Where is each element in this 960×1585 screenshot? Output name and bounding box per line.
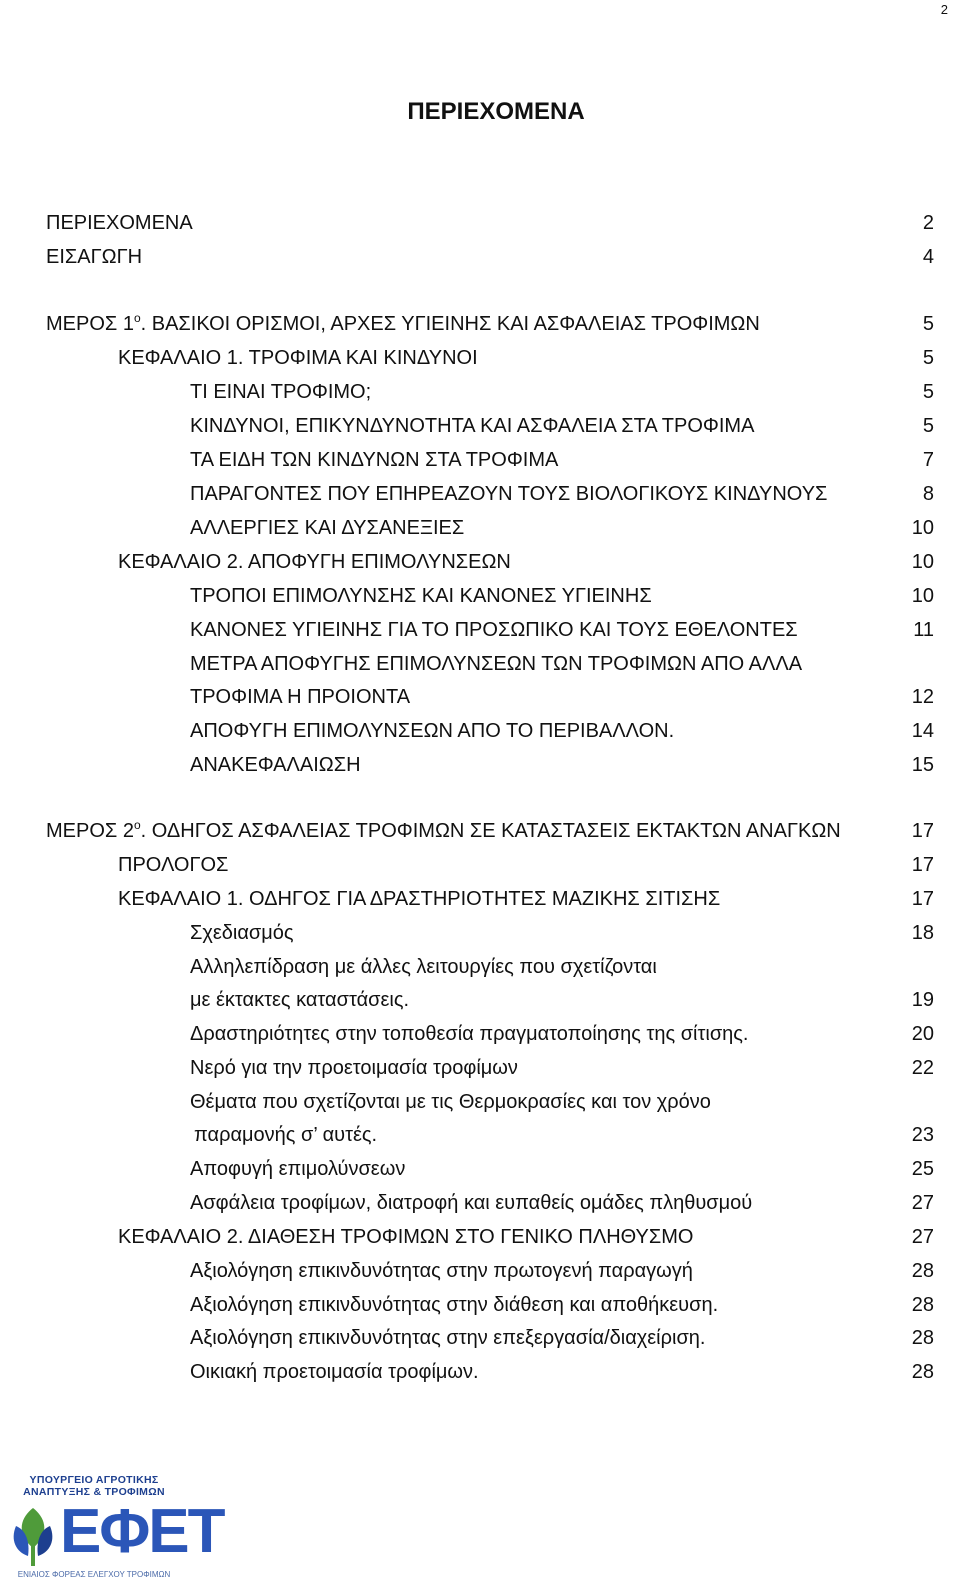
toc-entry-page: 17 (911, 854, 934, 876)
page-number: 2 (940, 2, 948, 17)
toc-entry (190, 1256, 934, 1286)
toc-entry-page: 10 (911, 517, 934, 539)
toc-entry-page: 23 (911, 1124, 934, 1146)
toc-entry-title: ΠΕΡΙΕΧΟΜΕΝΑ (46, 212, 193, 234)
toc-entry-chapter (118, 850, 934, 880)
toc-entry-page: 28 (911, 1327, 934, 1349)
toc-entry-title: ΚΕΦΑΛΑΙΟ 2. ΑΠΟΦΥΓΗ ΕΠΙΜΟΛΥΝΣΕΩΝ (118, 551, 511, 573)
toc-entry (190, 750, 934, 780)
toc-entry-title: ΠΑΡΑΓΟΝΤΕΣ ΠΟΥ ΕΠΗΡΕΑΖΟΥΝ ΤΟΥΣ ΒΙΟΛΟΓΙΚΟΥΣ ΚΙΝΔΥΝΟΥΣ (190, 483, 828, 505)
toc-entry (190, 682, 934, 712)
toc-entry (190, 513, 934, 543)
toc-entry (190, 615, 934, 645)
toc-entry-title: Δραστηριότητες στην τοποθεσία πραγματοποίησης της σίτισης. (190, 1023, 749, 1045)
toc-entry (190, 952, 934, 982)
toc-entry-title (46, 313, 760, 335)
toc-entry-title (46, 820, 841, 842)
toc-entry (190, 411, 934, 441)
toc-entry-page: 28 (911, 1294, 934, 1316)
toc-entry (190, 1357, 934, 1387)
toc-entry-title: ΤΡΟΠΟΙ ΕΠΙΜΟΛΥΝΣΗΣ ΚΑΙ ΚΑΝΟΝΕΣ ΥΓΙΕΙΝΗΣ (190, 585, 652, 607)
toc-entry-page: 28 (911, 1260, 934, 1282)
toc-entry-title: Ασφάλεια τροφίμων, διατροφή και ευπαθείς ομάδες πληθυσμού (190, 1192, 753, 1214)
toc-entry-page: 25 (911, 1158, 934, 1180)
logo-ministry-line2: ΑΝΑΠΤΥΞΗΣ & ΤΡΟΦΙΜΩΝ (23, 1486, 165, 1498)
toc-entry-title: ΚΙΝΔΥΝΟΙ, ΕΠΙΚΥΝΔΥΝΟΤΗΤΑ ΚΑΙ ΑΣΦΑΛΕΙΑ ΣΤΑ ΤΡΟΦΙΜΑ (190, 415, 755, 437)
toc-entry-page: 27 (911, 1192, 934, 1214)
toc-entry-title: ΑΛΛΕΡΓΙΕΣ ΚΑΙ ΔΥΣΑΝΕΞΙΕΣ (190, 517, 465, 539)
toc-entry (190, 1053, 934, 1083)
toc-entry-title: ΑΠΟΦΥΓΗ ΕΠΙΜΟΛΥΝΣΕΩΝ ΑΠΟ ΤΟ ΠΕΡΙΒΑΛΛΟΝ. (190, 720, 675, 742)
toc-entry-title: ΚΑΝΟΝΕΣ ΥΓΙΕΙΝΗΣ ΓΙΑ ΤΟ ΠΡΟΣΩΠΙΚΟ ΚΑΙ ΤΟΥΣ ΕΘΕΛΟΝΤΕΣ (190, 619, 798, 641)
toc-entry (194, 1120, 934, 1150)
toc-entry-chapter (118, 547, 934, 577)
toc-entry-title: ΚΕΦΑΛΑΙΟ 1. ΤΡΟΦΙΜΑ ΚΑΙ ΚΙΝΔΥΝΟΙ (118, 347, 478, 369)
toc-entry (190, 1290, 934, 1320)
toc-entry-title: ΚΕΦΑΛΑΙΟ 2. ΔΙΑΘΕΣΗ ΤΡΟΦΙΜΩΝ ΣΤΟ ΓΕΝΙΚΟ ΠΛΗΘΥΣΜΟ (118, 1226, 694, 1248)
logo-tagline: ΕΝΙΑΙΟΣ ΦΟΡΕΑΣ ΕΛΕΓΧΟΥ ΤΡΟΦΙΜΩΝ (17, 1570, 171, 1579)
toc-entry-title: Οικιακή προετοιμασία τροφίμων. (190, 1361, 479, 1383)
toc-entry (190, 1154, 934, 1184)
toc-entry (190, 649, 934, 679)
toc-entry-page: 5 (922, 415, 934, 437)
logo-acronym: ΕΦΕΤ (60, 1497, 224, 1566)
toc-entry (190, 1087, 934, 1117)
toc-entry-page: 27 (911, 1226, 934, 1248)
toc-entry-title: Αξιολόγηση επικινδυνότητας στην πρωτογενή παραγωγή (190, 1260, 693, 1282)
toc-entry-page: 14 (911, 720, 934, 742)
toc-entry-title: ΜΕΤΡΑ ΑΠΟΦΥΓΗΣ ΕΠΙΜΟΛΥΝΣΕΩΝ ΤΩΝ ΤΡΟΦΙΜΩΝ ΑΠΟ ΑΛΛΑ (190, 653, 803, 675)
part-title: . ΒΑΣΙΚΟΙ ΟΡΙΣΜΟΙ, ΑΡΧΕΣ ΥΓΙΕΙΝΗΣ ΚΑΙ ΑΣΦΑΛΕΙΑΣ ΤΡΟΦΙΜΩΝ (140, 313, 760, 335)
toc-entry-title: Αξιολόγηση επικινδυνότητας στην επεξεργασία/διαχείριση. (190, 1327, 706, 1349)
toc-entry-page: 18 (911, 922, 934, 944)
logo-ministry-line1: ΥΠΟΥΡΓΕΙΟ ΑΓΡΟΤΙΚΗΣ (29, 1474, 159, 1486)
toc-entry (190, 377, 934, 407)
toc-title: ΠΕΡΙΕΧΟΜΕΝΑ (407, 98, 585, 125)
toc-entry-page: 10 (911, 585, 934, 607)
toc-entry-page: 7 (922, 449, 934, 471)
toc-entry (46, 242, 934, 272)
toc-entry-title: ΤΙ ΕΙΝΑΙ ΤΡΟΦΙΜΟ; (190, 381, 372, 403)
toc-entry-title: Νερό για την προετοιμασία τροφίμων (190, 1057, 518, 1079)
ordinal-marker: ο (133, 311, 141, 325)
toc-entry-title: ΠΡΟΛΟΓΟΣ (118, 854, 229, 876)
toc-entry-title: ΑΝΑΚΕΦΑΛΑΙΩΣΗ (190, 754, 361, 776)
toc-entry (190, 716, 934, 746)
toc-entry-title: ΕΙΣΑΓΩΓΗ (46, 246, 143, 268)
toc-entry-page: 5 (922, 381, 934, 403)
toc-entry (190, 1188, 934, 1218)
toc-entry-chapter (118, 343, 934, 373)
efet-logo (6, 1474, 224, 1582)
toc-entry (190, 479, 934, 509)
part-label: ΜΕΡΟΣ 2 (46, 820, 134, 842)
toc-entry (190, 1323, 934, 1353)
toc-entry (190, 985, 934, 1015)
toc-entry-page: 17 (911, 888, 934, 910)
toc-entry-page: 11 (913, 619, 934, 641)
toc-entry-title: παραμονής σ’ αυτές. (194, 1124, 378, 1146)
toc-entry-part (46, 309, 934, 339)
toc-entry-title: ΤΑ ΕΙΔΗ ΤΩΝ ΚΙΝΔΥΝΩΝ ΣΤΑ ΤΡΟΦΙΜΑ (190, 449, 559, 471)
toc-entry-page: 10 (911, 551, 934, 573)
part-title: . ΟΔΗΓΟΣ ΑΣΦΑΛΕΙΑΣ ΤΡΟΦΙΜΩΝ ΣΕ ΚΑΤΑΣΤΑΣΕΙΣ ΕΚΤΑΚΤΩΝ ΑΝΑΓΚΩΝ (140, 820, 841, 842)
toc-entry-page: 15 (911, 754, 934, 776)
toc-entry-title: ΚΕΦΑΛΑΙΟ 1. ΟΔΗΓΟΣ ΓΙΑ ΔΡΑΣΤΗΡΙΟΤΗΤΕΣ ΜΑΖΙΚΗΣ ΣΙΤΙΣΗΣ (118, 888, 721, 910)
toc-entry-chapter (118, 1222, 934, 1252)
part-label: ΜΕΡΟΣ 1 (46, 313, 134, 335)
toc-entry-title: Αποφυγή επιμολύνσεων (190, 1158, 406, 1180)
toc-entry-page: 22 (911, 1057, 934, 1079)
toc-entry (190, 1019, 934, 1049)
toc-entry-page: 12 (911, 686, 934, 708)
toc-entry-part (46, 816, 934, 846)
toc-entry-title: Αξιολόγηση επικινδυνότητας στην διάθεση και αποθήκευση. (190, 1294, 719, 1316)
toc-entry (190, 445, 934, 475)
toc-entry-page: 5 (922, 347, 934, 369)
toc-entry (190, 918, 934, 948)
toc-entry (46, 208, 934, 238)
toc-entry-title: Θέματα που σχετίζονται με τις Θερμοκρασίες και τον χρόνο (190, 1091, 711, 1113)
leaf-emblem-icon (6, 1504, 60, 1568)
toc-entry-title: ΤΡΟΦΙΜΑ Η ΠΡΟΙΟΝΤΑ (190, 686, 411, 708)
toc-entry-title: με έκτακτες καταστάσεις. (190, 989, 410, 1011)
toc-entry-page: 20 (911, 1023, 934, 1045)
toc-entry (190, 581, 934, 611)
toc-entry-title: Σχεδιασμός (190, 922, 294, 944)
toc-entry-page: 17 (911, 820, 934, 842)
toc-entry-chapter (118, 884, 934, 914)
toc-entry-page: 8 (922, 483, 934, 505)
toc-entry-title: Αλληλεπίδραση με άλλες λειτουργίες που σχετίζονται (190, 956, 657, 978)
toc-entry-page: 4 (922, 246, 934, 268)
toc-entry-page: 5 (922, 313, 934, 335)
toc-entry-page: 19 (911, 989, 934, 1011)
ordinal-marker: ο (133, 818, 141, 832)
toc-entry-page: 2 (922, 212, 934, 234)
toc-entry-page: 28 (911, 1361, 934, 1383)
